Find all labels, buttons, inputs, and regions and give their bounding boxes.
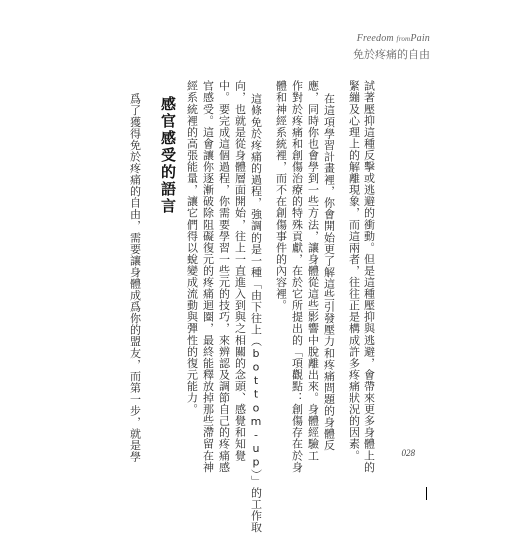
text-column-6: 體和神經系統裡，而不在創傷事件的內容裡。 [274, 80, 288, 311]
header-word-freedom: Freedom [356, 33, 394, 44]
text-column-2: 緊繃及心理上的解離現象，而這兩者，往往正是構成許多疼痛狀況的因素。 [347, 80, 361, 462]
text-column-12: 爲了獲得免於疼痛的自由，需要讓身體成爲你的盟友，而第一步，就是學 [128, 93, 142, 463]
text-column-1: 試著壓抑這種反擊或逃避的衝動。但是這種壓抑與逃避，會帶來更多身體上的 [362, 80, 376, 473]
running-header-english [338, 33, 430, 44]
header-word-from: from [396, 35, 411, 43]
running-header-chinese: 免於疼痛的自由 [353, 48, 430, 61]
text-column-11: 經系統裡的高張能量，讓它們得以蛻變成流動與彈性的復元能力。 [185, 80, 199, 415]
section-heading: 感官感受的語言 [159, 96, 177, 215]
text-column-7: 這條免於疼痛的過程，強調的是一種「由下往上（bottom-up）」的工作取 [249, 93, 263, 533]
header-word-pain: Pain [410, 33, 430, 44]
crop-mark [426, 487, 427, 500]
text-column-9: 中。要完成這個過程，你需要學習一些元的技巧，來辨認及調節自己的疼痛感 [217, 80, 231, 473]
text-column-5: 作對於疼痛和創傷治療的特殊貢獻，在於它所提出的「項觀點：創傷存在於身 [290, 80, 304, 473]
text-column-3: 在這項學習計畫裡，你會開始更了解這些引發壓力和疼痛問題的身體反 [322, 93, 336, 452]
page-number: 028 [401, 448, 415, 458]
text-column-8: 向，也就是從身體層面開始，往上一直進入到與之相關的念頭、感覺和知覺 [233, 80, 247, 462]
text-column-10: 官感受。這會讓你逐漸破除阻礙復元的疼痛迴圈，最終能釋放掉那些滯留在神 [201, 80, 215, 473]
text-column-4: 應，同時你也會學到一些方法，讓身體從這些影響中脫離出來。身體經驗工 [306, 80, 320, 462]
